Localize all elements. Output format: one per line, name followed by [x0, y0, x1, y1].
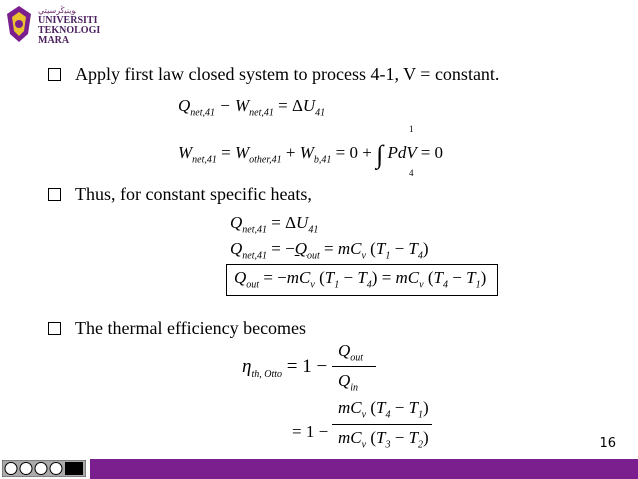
logo-line-1: UNIVERSITI: [38, 15, 98, 26]
equation-qout: $Q_{out} = -mC_v$ $(T_1 - T_4) = mC_v$ $(T_4 - T_1)$: [234, 268, 487, 291]
bullet-text-2: Thus, for constant specific heats,: [75, 184, 312, 204]
equation-q41-du: $Q_{net,41} = \Delta U_{41}$: [230, 213, 319, 236]
equation-q41-qout: $Q_{net,41} = -Q_{out} = mC_v$ $(T_1 - T_4)$: [230, 239, 429, 262]
integral-upper-limit: 1: [409, 124, 414, 134]
creative-commons-icon: [2, 460, 86, 477]
logo-script: ﻮﻳﻨﻴﯕﺮﺳﻴﺘﻲ: [38, 6, 76, 15]
bullet-first-law: [48, 64, 499, 85]
bullet-constant-specific-heats: [48, 184, 312, 205]
footer-bar: [90, 459, 638, 479]
crest-icon: [4, 4, 34, 44]
checkbox-bullet-icon: [48, 188, 61, 201]
fraction-qout: $Q_{out}$: [338, 341, 364, 364]
fraction-qin: $Q_{in}$: [338, 371, 359, 394]
integral-lower-limit: 4: [409, 168, 414, 178]
equation-eta-rhs: = 1 −: [292, 422, 329, 441]
bullet-text-1: Apply first law closed system to process 4-1, V = constant.: [75, 64, 500, 84]
uitm-logo: [4, 4, 136, 44]
equation-eta-lhs: $\eta_{th, Otto} = 1$ −: [242, 356, 328, 380]
checkbox-bullet-icon: [48, 68, 61, 81]
fraction-bar-2: [332, 424, 432, 425]
bullet-text-3: The thermal efficiency becomes: [75, 318, 307, 338]
equation-w41: $W_{net,41} = W_{other,41} + W_{b,41} = 0$ + ∫ PdV = 0: [178, 140, 444, 169]
fraction-bar-1: [332, 366, 376, 367]
bullet-thermal-efficiency: [48, 318, 306, 339]
fraction-denominator: $mC_v$ $(T_3 - T_2)$: [338, 428, 429, 451]
fraction-numerator: $mC_v$ $(T_4 - T_1)$: [338, 398, 429, 421]
page-number: 16: [599, 436, 616, 451]
logo-line-3: MARA: [38, 35, 70, 46]
logo-line-2: TEKNOLOGI: [38, 25, 101, 36]
checkbox-bullet-icon: [48, 322, 61, 335]
equation-q41: $Q_{net,41} - W_{net,41} = \Delta U_{41}$: [178, 96, 326, 119]
